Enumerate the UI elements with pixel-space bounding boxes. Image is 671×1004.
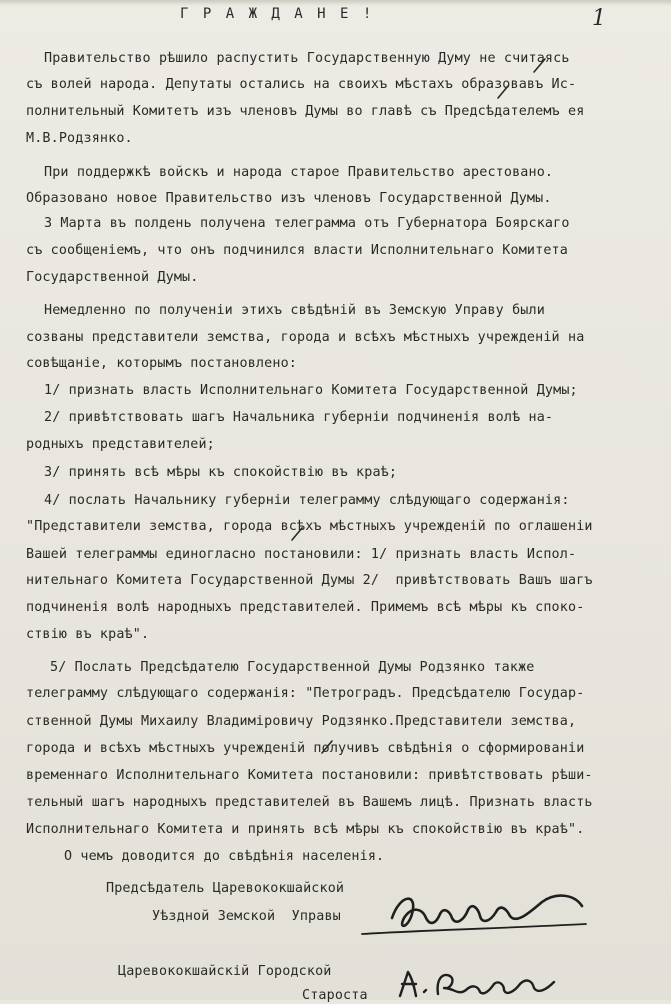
- handwritten-tick-mark: [318, 737, 338, 757]
- text-line: тельный шагъ народныхъ представителей въ Вашемъ лицѣ. Признать власть: [26, 795, 593, 810]
- text-line: съ волей народа. Депутаты остались на своихъ мѣстахъ образовавъ Ис-: [26, 77, 577, 92]
- text-line: ствію въ краѣ".: [26, 627, 150, 642]
- text-line: созваны представители земства, города и всѣхъ мѣстныхъ учрежденій на: [26, 330, 585, 345]
- text-line: 3 Марта въ полдень получена телеграмма отъ Губернатора Боярскаго: [44, 216, 570, 231]
- text-line: "Представители земства, города всѣхъ мѣстныхъ учрежденій по оглашеніи: [26, 519, 593, 534]
- text-line: съ сообщеніемъ, что онъ подчинился власти Исполнительнаго Комитета: [26, 243, 568, 258]
- signatory-title: Предсѣдатель Царевококшайской: [106, 881, 345, 896]
- handwritten-tick-mark: [530, 56, 550, 76]
- text-line: При поддержкѣ войскъ и народа старое Правительство арестовано.: [44, 165, 554, 180]
- text-line: 2/ привѣтствовать шагъ Начальника губерніи подчиненія волѣ на-: [44, 410, 554, 425]
- text-line: телеграмму слѣдующаго содержанія: "Петроградъ. Предсѣдателю Государ-: [26, 686, 585, 701]
- signatory-title: Царевококшайскій Городской: [118, 964, 332, 979]
- signatory-title: Староста: [302, 988, 368, 1003]
- text-line: М.В.Родзянко.: [26, 131, 133, 146]
- text-line: 5/ Послать Предсѣдателю Государственной Думы Родзянко также: [50, 660, 535, 675]
- text-line: Исполнительнаго Комитета и принять всѣ мѣры къ спокойствію въ краѣ".: [26, 822, 585, 837]
- text-line: Правительство рѣшило распустить Государственную Думу не считаясь: [44, 51, 570, 66]
- text-line: Государственной Думы.: [26, 270, 199, 285]
- text-line: города и всѣхъ мѣстныхъ учрежденій получивъ свѣдѣнія о сформированіи: [26, 741, 585, 756]
- text-line: ственной Думы Михаилу Владиміровичу Родзянко.Представители земства,: [26, 714, 577, 729]
- handwritten-tick-mark: [288, 524, 308, 544]
- text-line: совѣщаніе, которымъ постановлено:: [26, 356, 297, 371]
- text-line: полнительный Комитетъ изъ членовъ Думы во главѣ съ Предсѣдателемъ ея: [26, 104, 585, 119]
- text-line: родныхъ представителей;: [26, 437, 215, 452]
- text-line: временнаго Исполнительнаго Комитета постановили: привѣтствовать рѣши-: [26, 768, 593, 783]
- text-line: нительнаго Комитета Государственной Думы 2/ привѣтствовать Вашъ шагъ: [26, 573, 593, 588]
- page-number: 1: [592, 6, 606, 31]
- text-line: Немедленно по полученіи этихъ свѣдѣній въ Земскую Управу были: [44, 303, 545, 318]
- text-line: 1/ признать власть Исполнительнаго Комитета Государственной Думы;: [44, 383, 578, 398]
- signatory-title: Уѣздной Земской Управы: [152, 909, 341, 924]
- text-line: 4/ послать Начальнику губерніи телеграмму слѣдующаго содержанія:: [44, 493, 570, 508]
- document-title: Г Р А Ж Д А Н Е !: [180, 6, 375, 22]
- text-line: О чемъ доводится до свѣдѣнія населенія.: [64, 849, 385, 864]
- text-line: Образовано новое Правительство изъ членовъ Государственной Думы.: [26, 191, 552, 206]
- handwritten-signature: [394, 966, 574, 1000]
- text-line: Вашей телеграммы единогласно постановили: 1/ признать власть Испол-: [26, 547, 577, 562]
- text-line: 3/ принять всѣ мѣры къ спокойствію въ краѣ;: [44, 465, 398, 480]
- handwritten-signature: [360, 884, 590, 944]
- handwritten-tick-mark: [494, 82, 514, 102]
- text-line: подчиненія волѣ народныхъ представителей. Примемъ всѣ мѣры къ споко-: [26, 600, 585, 615]
